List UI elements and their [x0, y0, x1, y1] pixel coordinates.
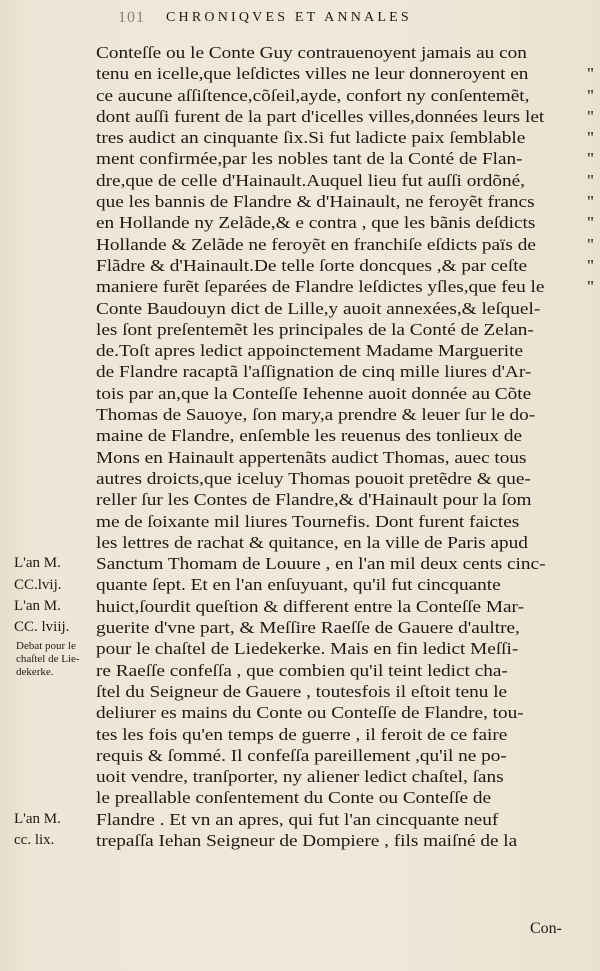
- text-line-content: ſtel du Seigneur de Gauere , toutesfois il eſtoit tenu le: [96, 681, 508, 701]
- text-line: [96, 468, 572, 489]
- text-line-content: les ſont preſentemẽt les principales de la Conté de Zelan-: [96, 319, 534, 339]
- text-line: [96, 148, 594, 169]
- text-line: [96, 681, 572, 702]
- text-line-content: tois par an,que la Conteſſe Iehenne auoit donnée au Cõte: [96, 383, 532, 403]
- text-line: [96, 340, 572, 361]
- text-line-content: que les bannis de Flandre & d'Hainault, ne feroyẽt francs: [96, 192, 535, 212]
- quotation-mark: ": [587, 64, 594, 84]
- quotation-mark: ": [587, 234, 594, 254]
- margin-note: dekerke.: [16, 665, 54, 678]
- text-line: [96, 234, 594, 255]
- page-header: [118, 6, 568, 30]
- text-line: [96, 425, 572, 446]
- text-line: [96, 361, 572, 382]
- text-line-content: guerite d'vne part, & Meſſire Raeſſe de Gauere d'aultre,: [96, 618, 520, 638]
- catchword: Con-: [530, 920, 562, 937]
- margin-note: chaſtel de Lie-: [16, 653, 80, 666]
- text-line: [96, 745, 572, 766]
- text-line: [96, 212, 594, 233]
- text-line-content: trepaſſa Iehan Seigneur de Dompiere , fils maiſné de la: [96, 830, 518, 850]
- quotation-mark: ": [587, 149, 594, 169]
- quotation-mark: ": [587, 128, 594, 148]
- margin-note: L'an M.: [14, 810, 61, 827]
- text-line-content: deliurer es mains du Conte ou Conteſſe de Flandre, tou-: [96, 703, 524, 723]
- text-line: [96, 702, 572, 723]
- quotation-mark: ": [587, 106, 594, 126]
- text-line-content: requis & ſommé. Il confeſſa pareillement ,qu'il ne po-: [96, 745, 507, 765]
- text-line-content: dre,que de celle d'Hainault.Auquel lieu fut auſſi ordõné,: [96, 170, 525, 190]
- text-line-content: maine de Flandre, enſemble les reuenus des tonlieux de: [96, 426, 523, 446]
- quotation-mark: ": [587, 277, 594, 297]
- text-line-content: Hollande & Zelãde ne feroyẽt en franchiſe eſdicts païs de: [96, 234, 536, 254]
- text-line-content: uoit vendre, tranſporter, ny aliener ledict chaſtel, ſans: [96, 767, 504, 787]
- text-line: [96, 447, 572, 468]
- text-line-content: quante ſept. Et en l'an enſuyuant, qu'il fut cincquante: [96, 575, 501, 595]
- text-line-content: tenu en icelle,que leſdictes villes ne leur donneroyent en: [96, 64, 529, 84]
- text-line-content: re Raeſſe confeſſa , que combien qu'il teint ledict cha-: [96, 660, 508, 680]
- text-line: [96, 63, 594, 84]
- text-line-content: huict,ſourdit queſtion & different entre la Conteſſe Mar-: [96, 596, 524, 616]
- text-line: [96, 85, 594, 106]
- text-line: [96, 191, 594, 212]
- text-line-content: reller ſur les Contes de Flandre,& d'Hainault pour la ſom: [96, 490, 532, 510]
- text-line-content: en Hollande ny Zelãde,& e contra , que les bãnis deſdicts: [96, 213, 536, 233]
- text-line-content: Conte Baudouyn dict de Lille,y auoit annexées,& leſquel-: [96, 298, 541, 318]
- margin-note: CC. lviij.: [14, 619, 70, 636]
- text-line: [96, 404, 572, 425]
- text-line-content: Flãdre & d'Hainault.De telle ſorte doncques ,& par ceſte: [96, 255, 528, 275]
- margin-note: L'an M.: [14, 597, 61, 614]
- text-line-content: le preallable conſentement du Conte ou Conteſſe de: [96, 788, 492, 808]
- text-line: [96, 383, 572, 404]
- text-line-content: autres droicts,que iceluy Thomas pouoit pretẽdre & que-: [96, 468, 531, 488]
- margin-note: cc. lix.: [14, 832, 55, 849]
- text-line: [96, 660, 572, 681]
- body-text: [96, 42, 594, 851]
- quotation-mark: ": [587, 255, 594, 275]
- text-line: [96, 511, 572, 532]
- text-line: [96, 617, 572, 638]
- text-line-content: Mons en Hainault appertenãts audict Thomas, auec tous: [96, 447, 527, 467]
- text-line: [96, 809, 572, 830]
- text-line: [96, 787, 572, 808]
- quotation-mark: ": [587, 192, 594, 212]
- margin-note: Debat pour le: [16, 640, 76, 653]
- text-line: [96, 596, 572, 617]
- text-line-content: de.Toſt apres ledict appoinctement Madame Marguerite: [96, 341, 523, 361]
- text-line: [96, 42, 572, 63]
- text-line: [96, 574, 572, 595]
- text-line-content: me de ſoixante mil liures Tournefis. Dont furent faictes: [96, 511, 520, 531]
- quotation-mark: ": [587, 85, 594, 105]
- text-line: [96, 724, 572, 745]
- margin-notes: [0, 0, 96, 971]
- text-line-content: Conteſſe ou le Conte Guy contrauenoyent jamais au con: [96, 43, 527, 62]
- text-line: [96, 106, 594, 127]
- text-line: [96, 830, 572, 851]
- text-line-content: Thomas de Sauoye, ſon mary,a prendre & leuer ſur le do-: [96, 405, 536, 425]
- page-number: 101: [118, 9, 145, 26]
- text-line: [96, 298, 572, 319]
- text-line: [96, 127, 594, 148]
- text-line-content: tes les fois qu'en temps de guerre , il feroit de ce faire: [96, 724, 508, 744]
- text-line: [96, 170, 594, 191]
- margin-note: L'an M.: [14, 555, 61, 572]
- text-line-content: les lettres de rachat & quitance, en la ville de Paris apud: [96, 532, 528, 552]
- text-line-content: de Flandre racaptã l'aſſignation de cinq mille liures d'Ar-: [96, 362, 532, 382]
- text-line: [96, 319, 572, 340]
- text-line-content: maniere furẽt ſeparées de Flandre leſdictes yſles,que feu le: [96, 277, 545, 297]
- margin-note: CC.lvij.: [14, 576, 62, 593]
- text-line: [96, 489, 572, 510]
- text-line-content: Flandre . Et vn an apres, qui fut l'an cincquante neuf: [96, 809, 499, 829]
- text-line-content: ce aucune aſſiſtence,cõſeil,ayde, confort ny conſentemẽt,: [96, 85, 530, 105]
- text-line: [96, 553, 572, 574]
- text-line-content: pour le chaſtel de Liedekerke. Mais en fin ledict Meſſi-: [96, 639, 519, 659]
- text-line-content: Sanctum Thomam de Louure , en l'an mil deux cents cinc-: [96, 554, 546, 574]
- text-line-content: dont auſſi furent de la part d'icelles villes,données leurs let: [96, 106, 545, 126]
- text-line-content: tres audict an cinquante ſix.Si fut ladicte paix ſemblable: [96, 128, 526, 148]
- quotation-mark: ": [587, 170, 594, 190]
- text-line: [96, 766, 572, 787]
- text-line: [96, 638, 572, 659]
- text-line: [96, 532, 572, 553]
- text-line: [96, 255, 594, 276]
- quotation-mark: ": [587, 213, 594, 233]
- running-title: CHRONIQVES ET ANNALES: [166, 10, 412, 25]
- text-line-content: ment confirmée,par les nobles tant de la Conté de Flan-: [96, 149, 523, 169]
- text-line: [96, 276, 594, 297]
